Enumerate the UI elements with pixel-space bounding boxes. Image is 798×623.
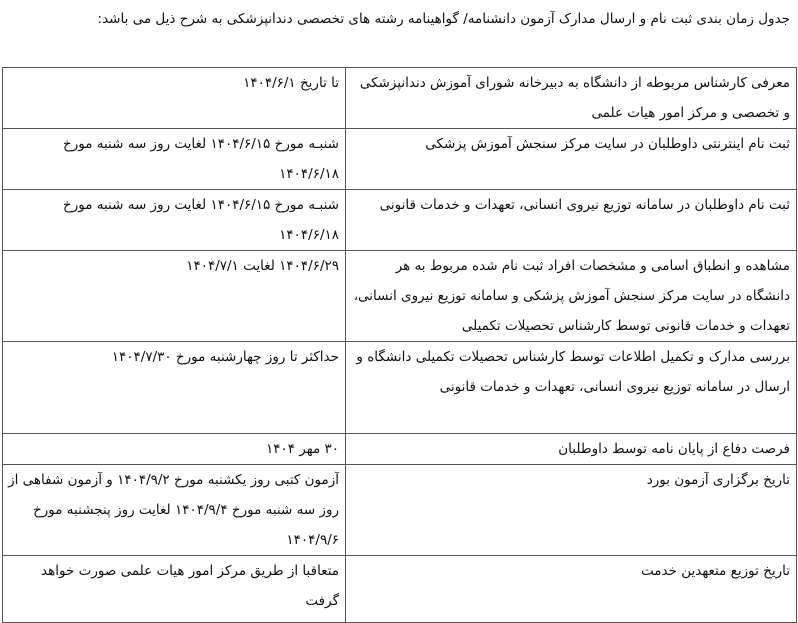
date-cell: ۳۰ مهر ۱۴۰۴ [3, 434, 346, 465]
date-cell: ۱۴۰۴/۶/۲۹ لغایت ۱۴۰۴/۷/۱ [3, 251, 346, 342]
table-row [3, 129, 797, 190]
table-row [3, 342, 797, 434]
date-cell: متعاقبا از طریق مرکز امور هیات علمی صورت خواهد گرفت [3, 556, 346, 623]
table-row [3, 68, 797, 129]
intro-paragraph: جدول زمان بندی ثبت نام و ارسال مدارک آزمون دانشنامه/ گواهینامه رشته های تخصصی دندانپزشکی به شرح ذیل می باشد: [97, 11, 790, 27]
activity-cell: تاریخ برگزاری آزمون بورد [346, 465, 797, 556]
activity-cell: بررسی مدارک و تکمیل اطلاعات توسط کارشناس تحصیلات تکمیلی دانشگاه و ارسال در سامانه توزیع نیروی انسانی، تعهدات و خدمات قانونی [346, 342, 797, 434]
date-cell: شنبـه مورخ ۱۴۰۴/۶/۱۵ لغایت روز سه شنبه مورخ ۱۴۰۴/۶/۱۸ [3, 190, 346, 251]
table-row [3, 190, 797, 251]
activity-cell: معرفی کارشناس مربوطه از دانشگاه به دبیرخانه شورای آموزش دندانپزشکی و تخصصی و مرکز امور هیات علمی [346, 68, 797, 129]
date-cell: حداکثر تا روز چهارشنبه مورخ ۱۴۰۴/۷/۳۰ [3, 342, 346, 434]
table-row [3, 251, 797, 342]
activity-cell: فرصت دفاع از پایان نامه توسط داوطلبان [346, 434, 797, 465]
activity-cell: مشاهده و انطباق اسامی و مشخصات افراد ثبت نام شده مربوط به هر دانشگاه در سایت مرکز سنجش آموزش پزشکی و سامانه توزیع نیروی انسانی، تعهدات و خدمات قانونی توسط کارشناس تحصیلات تکمیلی [346, 251, 797, 342]
schedule-table [2, 67, 797, 623]
table-row [3, 434, 797, 465]
table-row [3, 465, 797, 556]
activity-cell: تاریخ توزیع متعهدین خدمت [346, 556, 797, 623]
date-cell: آزمون کتبی روز یکشنبه مورخ ۱۴۰۴/۹/۲ و آزمون شفاهی از روز سه شنبه مورخ ۱۴۰۴/۹/۴ لغایت روز پنجشنبه مورخ ۱۴۰۴/۹/۶ [3, 465, 346, 556]
date-cell: تا تاریخ ۱۴۰۴/۶/۱ [3, 68, 346, 129]
activity-cell: ثبت نام اینترنتی داوطلبان در سایت مرکز سنجش آموزش پزشکی [346, 129, 797, 190]
date-cell: شنبـه مورخ ۱۴۰۴/۶/۱۵ لغایت روز سه شنبه مورخ ۱۴۰۴/۶/۱۸ [3, 129, 346, 190]
activity-cell: ثبت نام داوطلبان در سامانه توزیع نیروی انسانی، تعهدات و خدمات قانونی [346, 190, 797, 251]
table-row [3, 556, 797, 623]
